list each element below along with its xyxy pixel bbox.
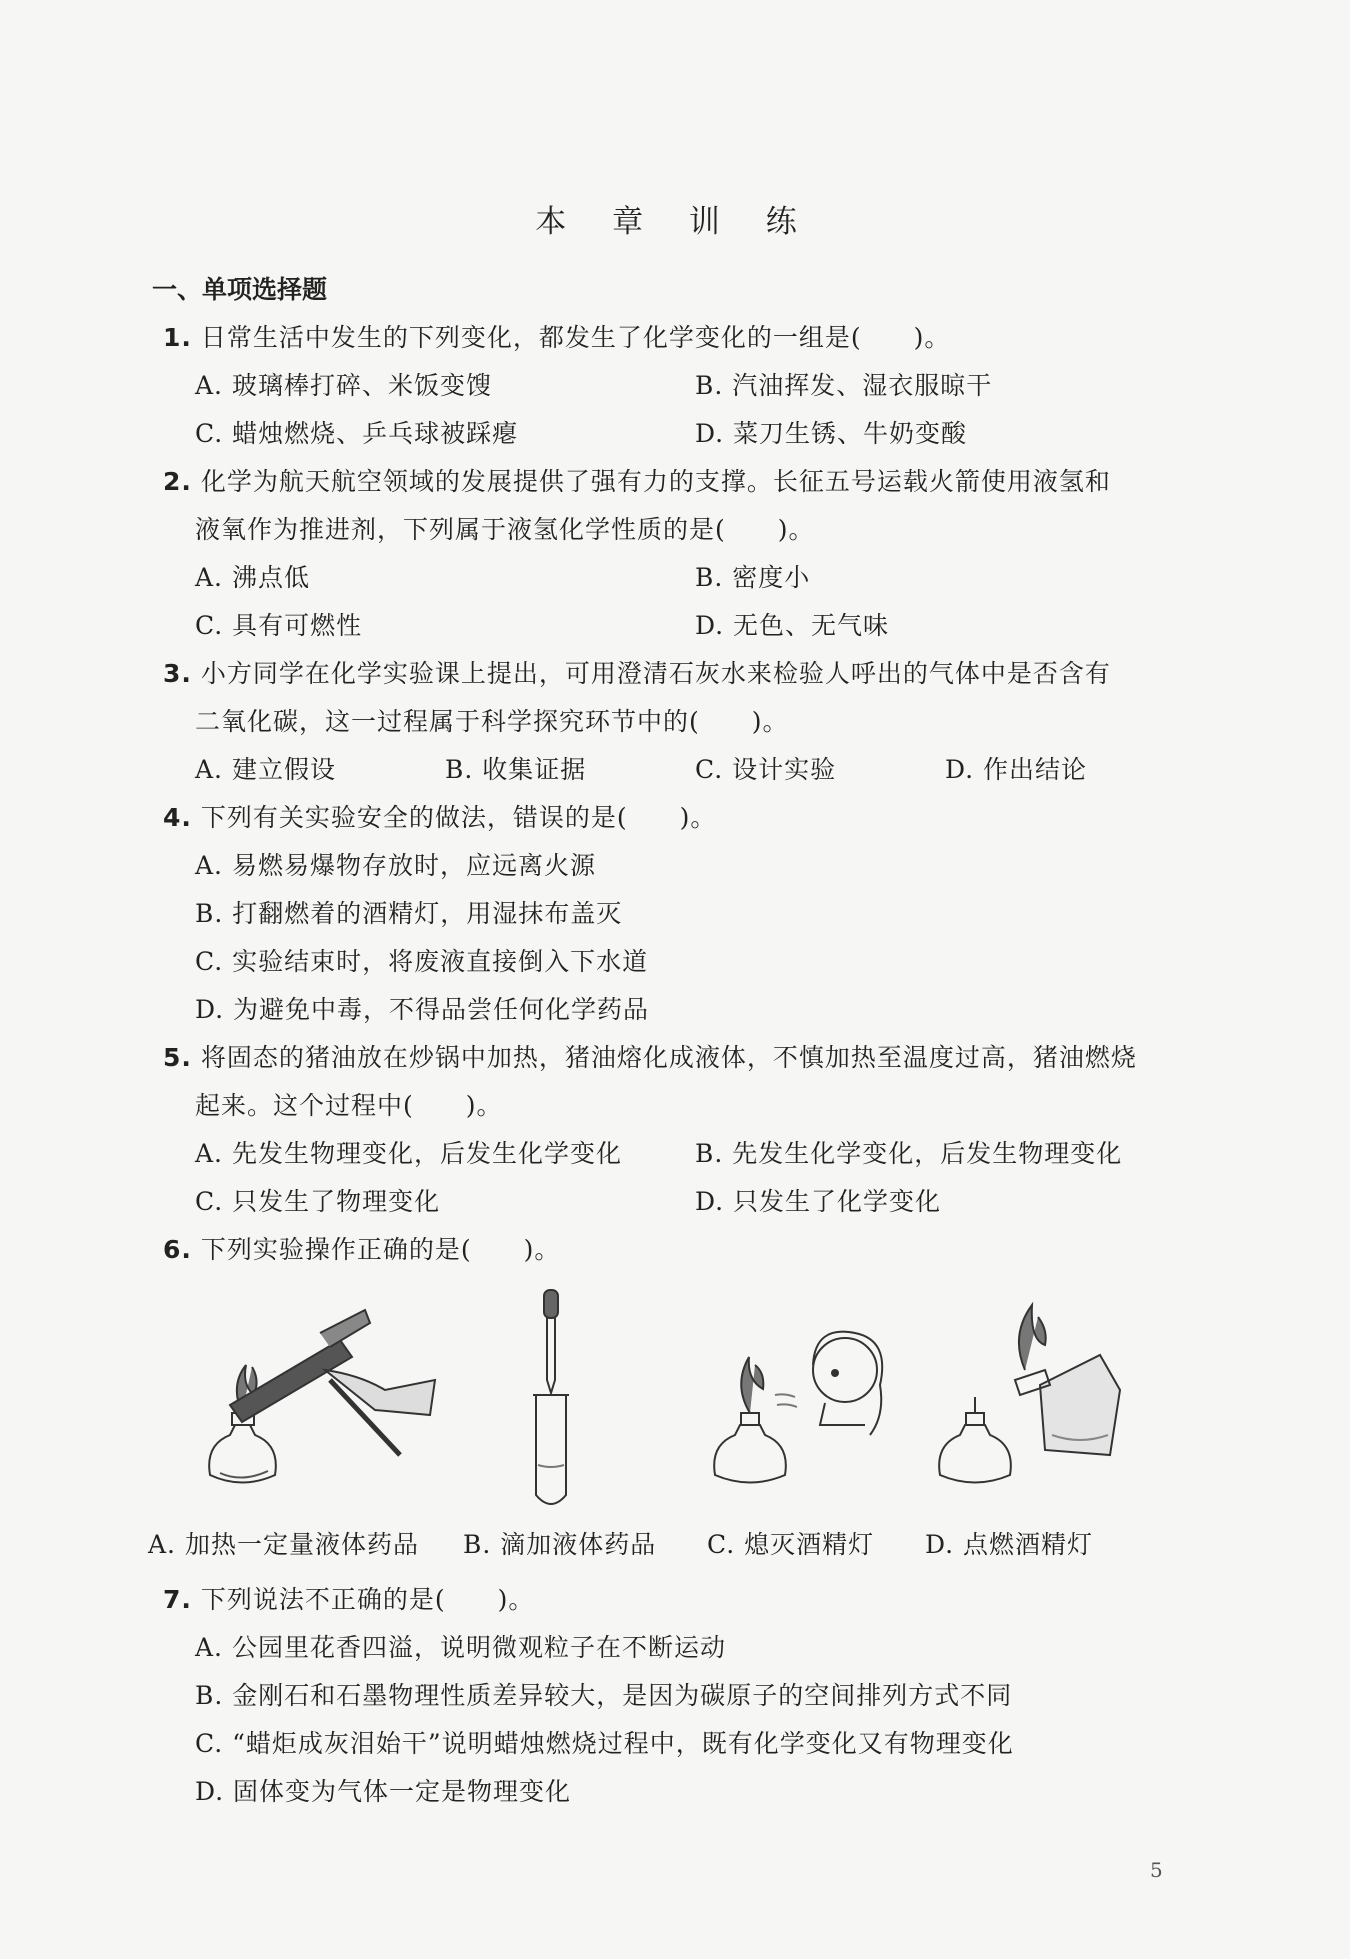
heating-liquid-illustration <box>190 1285 440 1525</box>
option-1d: D. 菜刀生锈、牛奶变酸 <box>695 419 968 448</box>
question-stem: 下列有关实验安全的做法，错误的是( )。 <box>200 803 717 832</box>
option-4a: A. 易燃易爆物存放时，应远离火源 <box>195 851 596 880</box>
question-stem: 下列实验操作正确的是( )。 <box>200 1235 561 1264</box>
question-stem: 日常生活中发生的下列变化，都发生了化学变化的一组是( )。 <box>200 323 951 352</box>
question-stem: 化学为航天航空领域的发展提供了强有力的支撑。长征五号运载火箭使用液氢和 <box>200 467 1111 496</box>
option-3b: B. 收集证据 <box>445 755 587 784</box>
question-stem-cont: 液氧作为推进剂，下列属于液氢化学性质的是( )。 <box>195 515 815 544</box>
option-1c: C. 蜡烛燃烧、乒乓球被踩瘪 <box>195 419 519 448</box>
question-stem: 将固态的猪油放在炒锅中加热，猪油熔化成液体，不慎加热至温度过高，猪油燃烧 <box>200 1043 1137 1072</box>
page-title: 本 章 训 练 <box>535 204 815 240</box>
option-2a: A. 沸点低 <box>195 563 310 592</box>
lighting-lamp-illustration <box>920 1285 1140 1525</box>
question-number: 6. <box>163 1235 192 1264</box>
question-6 <box>163 1232 560 1268</box>
blowing-lamp-illustration <box>705 1285 905 1525</box>
question-number: 1. <box>163 323 192 352</box>
figure-caption-c: C. 熄灭酒精灯 <box>707 1530 875 1559</box>
option-3a: A. 建立假设 <box>195 755 336 784</box>
option-3c: C. 设计实验 <box>695 755 837 784</box>
question-number: 2. <box>163 467 192 496</box>
option-2c: C. 具有可燃性 <box>195 611 363 640</box>
option-4c: C. 实验结束时，将废液直接倒入下水道 <box>195 947 649 976</box>
figure-caption-b: B. 滴加液体药品 <box>463 1530 657 1559</box>
figure-caption-d: D. 点燃酒精灯 <box>925 1530 1094 1559</box>
option-3d: D. 作出结论 <box>945 755 1088 784</box>
dropper-illustration <box>500 1285 610 1525</box>
question-number: 5. <box>163 1043 192 1072</box>
option-5a: A. 先发生物理变化，后发生化学变化 <box>195 1139 622 1168</box>
option-7a: A. 公园里花香四溢，说明微观粒子在不断运动 <box>195 1633 726 1662</box>
question-stem-cont: 起来。这个过程中( )。 <box>195 1091 503 1120</box>
question-5 <box>163 1040 1137 1076</box>
option-1a: A. 玻璃棒打碎、米饭变馊 <box>195 371 492 400</box>
question-1 <box>163 320 950 356</box>
option-1b: B. 汽油挥发、湿衣服晾干 <box>695 371 993 400</box>
option-5b: B. 先发生化学变化，后发生物理变化 <box>695 1139 1123 1168</box>
question-stem: 下列说法不正确的是( )。 <box>200 1585 535 1614</box>
option-7c: C. “蜡炬成灰泪始干”说明蜡烛燃烧过程中，既有化学变化又有物理变化 <box>195 1729 1014 1758</box>
question-4 <box>163 800 716 836</box>
figure-row <box>140 1285 1220 1525</box>
question-7 <box>163 1582 534 1618</box>
option-5d: D. 只发生了化学变化 <box>695 1187 942 1216</box>
section-heading: 一、单项选择题 <box>152 275 328 304</box>
option-7b: B. 金刚石和石墨物理性质差异较大，是因为碳原子的空间排列方式不同 <box>195 1681 1013 1710</box>
option-4d: D. 为避免中毒，不得品尝任何化学药品 <box>195 995 650 1024</box>
option-5c: C. 只发生了物理变化 <box>195 1187 441 1216</box>
figure-caption-a: A. 加热一定量液体药品 <box>148 1530 419 1559</box>
question-stem-cont: 二氧化碳，这一过程属于科学探究环节中的( )。 <box>195 707 789 736</box>
option-7d: D. 固体变为气体一定是物理变化 <box>195 1777 572 1806</box>
question-number: 7. <box>163 1585 192 1614</box>
question-stem: 小方同学在化学实验课上提出，可用澄清石灰水来检验人呼出的气体中是否含有 <box>200 659 1111 688</box>
option-2b: B. 密度小 <box>695 563 811 592</box>
question-2 <box>163 464 1111 500</box>
question-number: 3. <box>163 659 192 688</box>
option-2d: D. 无色、无气味 <box>695 611 890 640</box>
page-number: 5 <box>1150 1858 1163 1882</box>
question-number: 4. <box>163 803 192 832</box>
option-4b: B. 打翻燃着的酒精灯，用湿抹布盖灭 <box>195 899 623 928</box>
question-3 <box>163 656 1111 692</box>
